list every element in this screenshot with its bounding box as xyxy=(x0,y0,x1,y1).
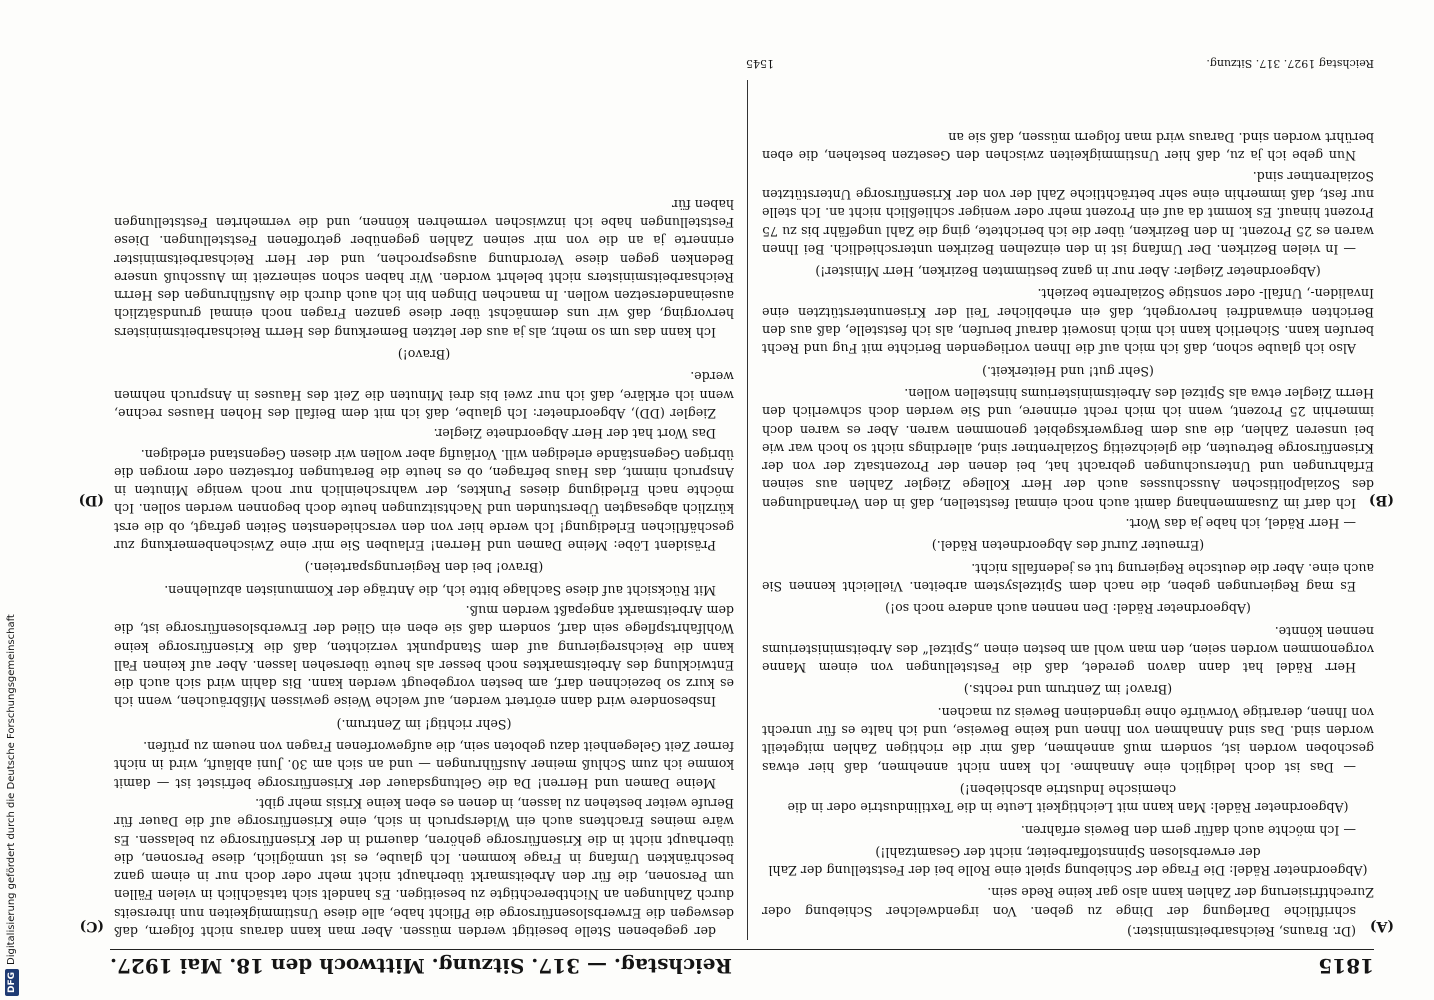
paragraph: Es mag Regierungen geben, die nach dem Spitzelsystem arbeiten. Vielleicht kennen Sie auch eine. Aber die deutsche Regierung tut es jedenfalls nicht. xyxy=(762,560,1374,594)
column-left xyxy=(762,80,1374,940)
interjection: (Abgeordneter Rädel: Die Frage der Schiebung spielt eine Rolle bei der Feststellung der Zahl der erwerbslosen Spinnstoffarbeiter, nicht der Gesamtzahl!) xyxy=(768,844,1368,879)
paragraph: schriftliche Darlegung der Dinge zu geben. Von irgendwelcher Schiebung oder Zurechtfrisierung der Zahlen kann also gar keine Rede sein. xyxy=(762,885,1374,919)
page-title: Reichstag. — 317. Sitzung. Mittwoch den 18. Mai 1927. xyxy=(110,954,733,978)
footer-page-number: 1545 xyxy=(746,57,774,70)
paragraph: Präsident Löbe: Meine Damen und Herren! Erlauben Sie mir eine Zwischenbemerkung zur geschäftlichen Erledigung! Ich werde hier von den verschiedensten Seiten gefragt, ob die erst kürzlich abgesagten Überstunden und Nachtsitzungen heute doch begonnen werden sollen. Ich möchte nach Erledigung dieses Punktes, der wahrscheinlich nur noch wenige Minuten in Anspruch nimmt, das Haus befragen, ob es heute die Beratungen fortsetzen oder morgen die übrigen Gegenstände erledigen will. Vorläufig aber wollen wir diesen Gegenstand erledigen. xyxy=(114,446,734,554)
interjection: (Sehr richtig! im Zentrum.) xyxy=(336,716,512,732)
paragraph: Herr Rädel hat dann davon geredet, daß die Feststellungen von einem Manne vorgenommen worden seien, den man wohl am besten einen „Spitzel“ des Arbeitsministeriums nennen könnte. xyxy=(762,623,1374,676)
page-header xyxy=(110,949,1374,982)
margin-mark-c: (C) xyxy=(79,918,104,934)
paragraph: Insbesondere wird dann erörtert werden, auf welche Weise gewissen Mißbräuchen, wenn ich es kurz so bezeichnen darf, am besten vorgebeugt werden kann. Bis dahin wird sich auch die Entwicklung des Arbeitsmarktes noch besser als heute übersehen lassen. Aber auf keinen Fall kann die Reichsregierung auf dem Standpunkt verzichten, daß die Krisenfürsorge keine Wohlfahrtspflege sein darf, sondern daß sie eben ein Glied der Erwerbslosenfürsorge ist, die dem Arbeitsmarkt angepaßt werden muß. xyxy=(114,602,734,710)
paragraph: — In vielen Bezirken. Der Umfang ist in den einzelnen Bezirken unterschiedlich. Bei Ihnen waren es 25 Prozent. In den Bezirken, über die ich berichtete, ging die Zahl ungefähr bis zu 75 Prozent hinauf. Es kommt da auf ein Prozent mehr oder weniger schließlich nicht an. Ich stelle nur fest, daß immerhin eine sehr beträchtliche Zahl der von der Krisenfürsorge Unterstützten Sozialrentner sind. xyxy=(762,168,1374,257)
interjection: (Sehr gut! und Heiterkeit.) xyxy=(982,363,1154,379)
digitization-credit-text: Digitalisierung gefördert durch die Deutsche Forschungsgemeinschaft xyxy=(6,614,17,965)
paragraph: Ich darf im Zusammenhang damit auch noch einmal feststellen, daß in den Verhandlungen des Sozialpolitischen Ausschusses auch der Herr Kollege Ziegler Zahlen aus seinen Erfahrungen und Untersuchungen gebracht hat, bei denen der Prozentsatz der von der Krisenfürsorge Betreuten, die gleichzeitig Sozialrentner sind, allerdings nicht so hoch war wie bei unseren Zahlen, die aus dem Bergwerksgebiet genommen waren. Aber es waren doch immerhin 25 Prozent, wenn ich mich recht erinnere, und Sie werden doch schwerlich den Herrn Ziegler etwa als Spitzel des Arbeitsministeriums hinstellen wollen. xyxy=(762,385,1374,511)
page-content xyxy=(50,0,1434,1000)
interjection: (Abgeordneter Ziegler: Aber nur in ganz bestimmten Bezirken, Herr Minister!) xyxy=(815,264,1321,280)
paragraph: Mit Rücksicht auf diese Sachlage bitte ich, die Anträge der Kommunisten abzulehnen. xyxy=(164,582,716,598)
digitization-credit xyxy=(0,0,22,1000)
paragraph: (Dr. Brauns, Reichsarbeitsminister.) xyxy=(1127,924,1356,939)
interjection: (Abgeordneter Rädel: Man kann mit Leichtigkeit Leute in die Textilindustrie oder in die chemische Industrie abschieben!) xyxy=(787,781,1349,816)
margin-mark-d: (D) xyxy=(78,492,104,508)
interjection: (Bravo! bei den Regierungsparteien.) xyxy=(304,560,544,576)
interjection: (Bravo! im Zentrum und rechts.) xyxy=(963,682,1173,698)
interjection: (Abgeordneter Rädel: Den nennen auch andere noch so!) xyxy=(885,601,1251,617)
interjection: (Bravo!) xyxy=(397,347,451,363)
footer-source: Reichstag 1927. 317. Sitzung. xyxy=(1206,57,1374,70)
paragraph: Meine Damen und Herren! Da die Geltungsdauer der Krisenfürsorge befristet ist — damit komme ich zum Schluß meiner Ausführungen — und an sich am 30. Juni abläuft, wird in nicht ferner Zeit Gelegenheit dazu geboten sein, die aufgeworfenen Fragen von neuem zu prüfen. xyxy=(114,739,734,791)
margin-mark-a: (A) xyxy=(1369,918,1394,934)
paragraph: Also ich glaube schon, daß ich mich auf die Ihnen vorliegenden Berichte mit Fug und Recht berufen kann. Sicherlich kann ich mich insoweit darauf berufen, als ich feststelle, daß aus den Berichten einwandfrei hervorgeht, daß ein erheblicher Teil der Krisenunterstützten eine Invaliden-, Unfall- oder sonstige Sozialrente bezieht. xyxy=(762,286,1374,357)
paragraph: — Ich möchte auch dafür gern den Beweis erfahren. xyxy=(1020,822,1356,838)
rotated-page xyxy=(50,0,1434,1000)
column-right xyxy=(114,80,734,940)
paragraph: — Herr Rädel, ich habe ja das Wort. xyxy=(1125,516,1356,532)
margin-mark-b: (B) xyxy=(1368,492,1394,508)
paragraph: Ich kann das um so mehr, als ja aus der letzten Bemerkung des Herrn Reichsarbeitsministers hervorging, daß wir uns demnächst über diese ganzen Fragen noch einmal grundsätzlich auseinandersetzen wollen. In manchen Dingen bin ich auch durch die Ausführungen des Herrn Reichsarbeitsministers nicht belehrt worden. Wir haben schon seinerzeit im Ausschuß unsere Bedenken gegen diese Verordnung ausgesprochen, und der Herr Reichsarbeitsminister erinnerte ja an die von mir seinen Zahlen gegenüber getroffenen Feststellungen. Diese Feststellungen habe ich inzwischen vermehren können, und die vermehrten Feststellungen haben für xyxy=(114,196,734,340)
paragraph: Das Wort hat der Herr Abgeordnete Ziegler. xyxy=(433,426,716,442)
dfg-logo: DFG xyxy=(5,969,19,996)
paragraph: Nun gebe ich ja zu, daß hier Unstimmigkeiten zwischen den Gesetzen bestehen, die eben berührt worden sind. Daraus wird man folgern müssen, daß sie an xyxy=(762,130,1374,164)
interjection: (Erneuter Zuruf des Abgeordneten Rädel.) xyxy=(931,538,1205,554)
page-number: 1815 xyxy=(1318,954,1374,978)
paragraph: Ziegler (DD), Abgeordneter: Ich glaube, daß ich mit dem Beifall des Hohen Hauses rechne, wenn ich erkläre, daß ich nur zwei bis drei Minuten die Zeit des Hauses in Anspruch nehmen werde. xyxy=(114,369,734,421)
column-divider xyxy=(747,80,748,940)
paragraph: — Das ist doch lediglich eine Annahme. Ich kann nicht annehmen, daß hier etwas geschoben worden ist, sondern muß annehmen, daß mir die richtigen Zahlen mitgeteilt worden sind. Das sind Annahmen von Ihnen und keine Beweise, und ich halte es für unrecht von Ihnen, derartige Vorwürfe ohne irgendeinen Beweis zu machen. xyxy=(762,704,1374,775)
paragraph: der gegebenen Stelle beseitigt werden müssen. Aber man kann daraus nicht folgern, daß deswegen die Erwerbslosenfürsorge die Pflicht habe, alle diese Unstimmigkeiten nun ihrerseits durch Zahlungen an Nichtberechtigte zu beseitigen. Es handelt sich tatsächlich in vielen Fällen um Personen, die für den Arbeitsmarkt überhaupt nicht mehr oder doch nur in einem ganz beschränkten Umfang in Frage kommen. Ich glaube, es ist unmöglich, diese Personen, die überhaupt nicht in die Krisenfürsorge gehören, dauernd in der Krisenfürsorge zu belassen. Es wäre meines Erachtens auch ein Widerspruch in sich, eine Krisenfürsorge auf die Dauer für Berufe weiter bestehen zu lassen, in denen es eben keine Krisis mehr gibt. xyxy=(114,795,734,939)
